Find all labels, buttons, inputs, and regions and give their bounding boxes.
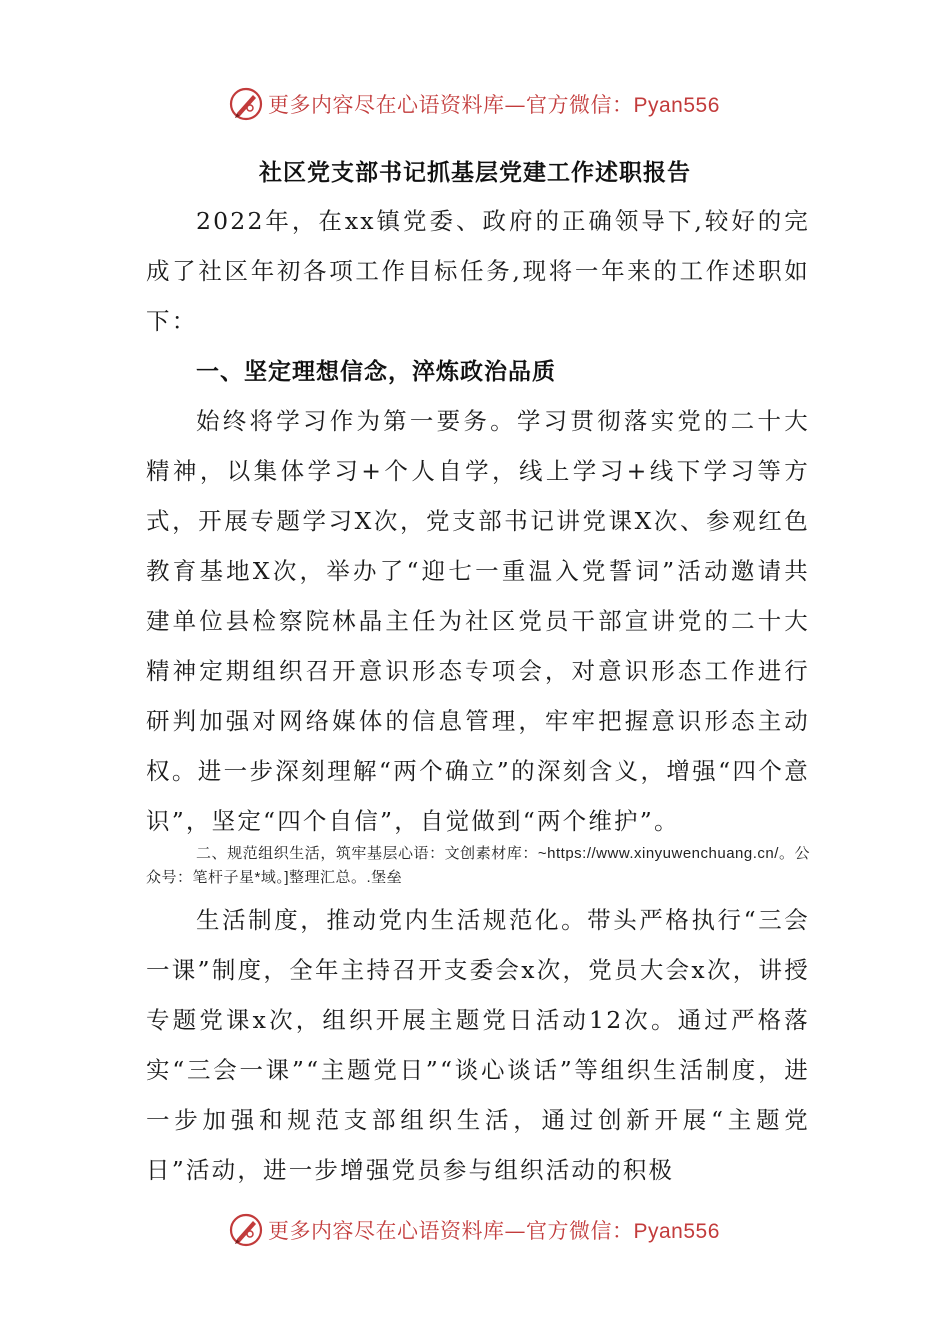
intro-paragraph: 2022年，在xx镇党委、政府的正确领导下,较好的完成了社区年初各项工作目标任务,现将一年来的工作述职如下： bbox=[146, 207, 810, 335]
footer-banner bbox=[228, 1210, 728, 1250]
footer-banner-text bbox=[268, 1215, 720, 1245]
section1-heading: 一、坚定理想信念，淬炼政治品质 bbox=[196, 359, 556, 385]
header-banner-wechat-id: Pyan556 bbox=[633, 94, 720, 117]
pen-logo-icon bbox=[228, 86, 264, 122]
header-banner bbox=[228, 84, 728, 124]
footer-banner-text-cn: 更多内容尽在心语资料库—官方微信： bbox=[268, 1219, 634, 1243]
section2-paragraph: 生活制度，推动党内生活规范化。带头严格执行“三会一课”制度，全年主持召开支委会x次，党员大会x次，讲授专题党课x次，组织开展主题党日活动12次。通过严格落实“三会一课”“主题党日”“谈心谈话”等组织生活制度，进一步加强和规范支部组织生活，通过创新开展“主题党日”活动，进一步增强党员参与组织活动的积极 bbox=[146, 906, 810, 1184]
document-title: 社区党支部书记抓基层党建工作述职报告 bbox=[259, 160, 691, 186]
header-banner-text bbox=[268, 89, 720, 119]
pen-logo-icon bbox=[228, 1212, 264, 1248]
section2-heading-note: 二、规范组织生活，筑牢基层心语：文创素材库：~https://www.xinyuwenchuang.cn/。公众号：笔杆子星*域。]整理汇总。.堡垒 bbox=[146, 845, 810, 886]
section1-paragraph: 始终将学习作为第一要务。学习贯彻落实党的二十大精神，以集体学习+个人自学，线上学习+线下学习等方式，开展专题学习X次，党支部书记讲党课X次、参观红色教育基地X次，举办了“迎七一重温入党誓词”活动邀请共建单位县检察院林晶主任为社区党员干部宣讲党的二十大精神定期组织召开意识形态专项会，对意识形态工作进行研判加强对网络媒体的信息管理，牢牢把握意识形态主动权。进一步深刻理解“两个确立”的深刻含义，增强“四个意识”，坚定“四个自信”，自觉做到“两个维护”。 bbox=[146, 407, 810, 835]
header-banner-text-cn: 更多内容尽在心语资料库—官方微信： bbox=[268, 93, 634, 117]
footer-banner-wechat-id: Pyan556 bbox=[633, 1220, 720, 1243]
